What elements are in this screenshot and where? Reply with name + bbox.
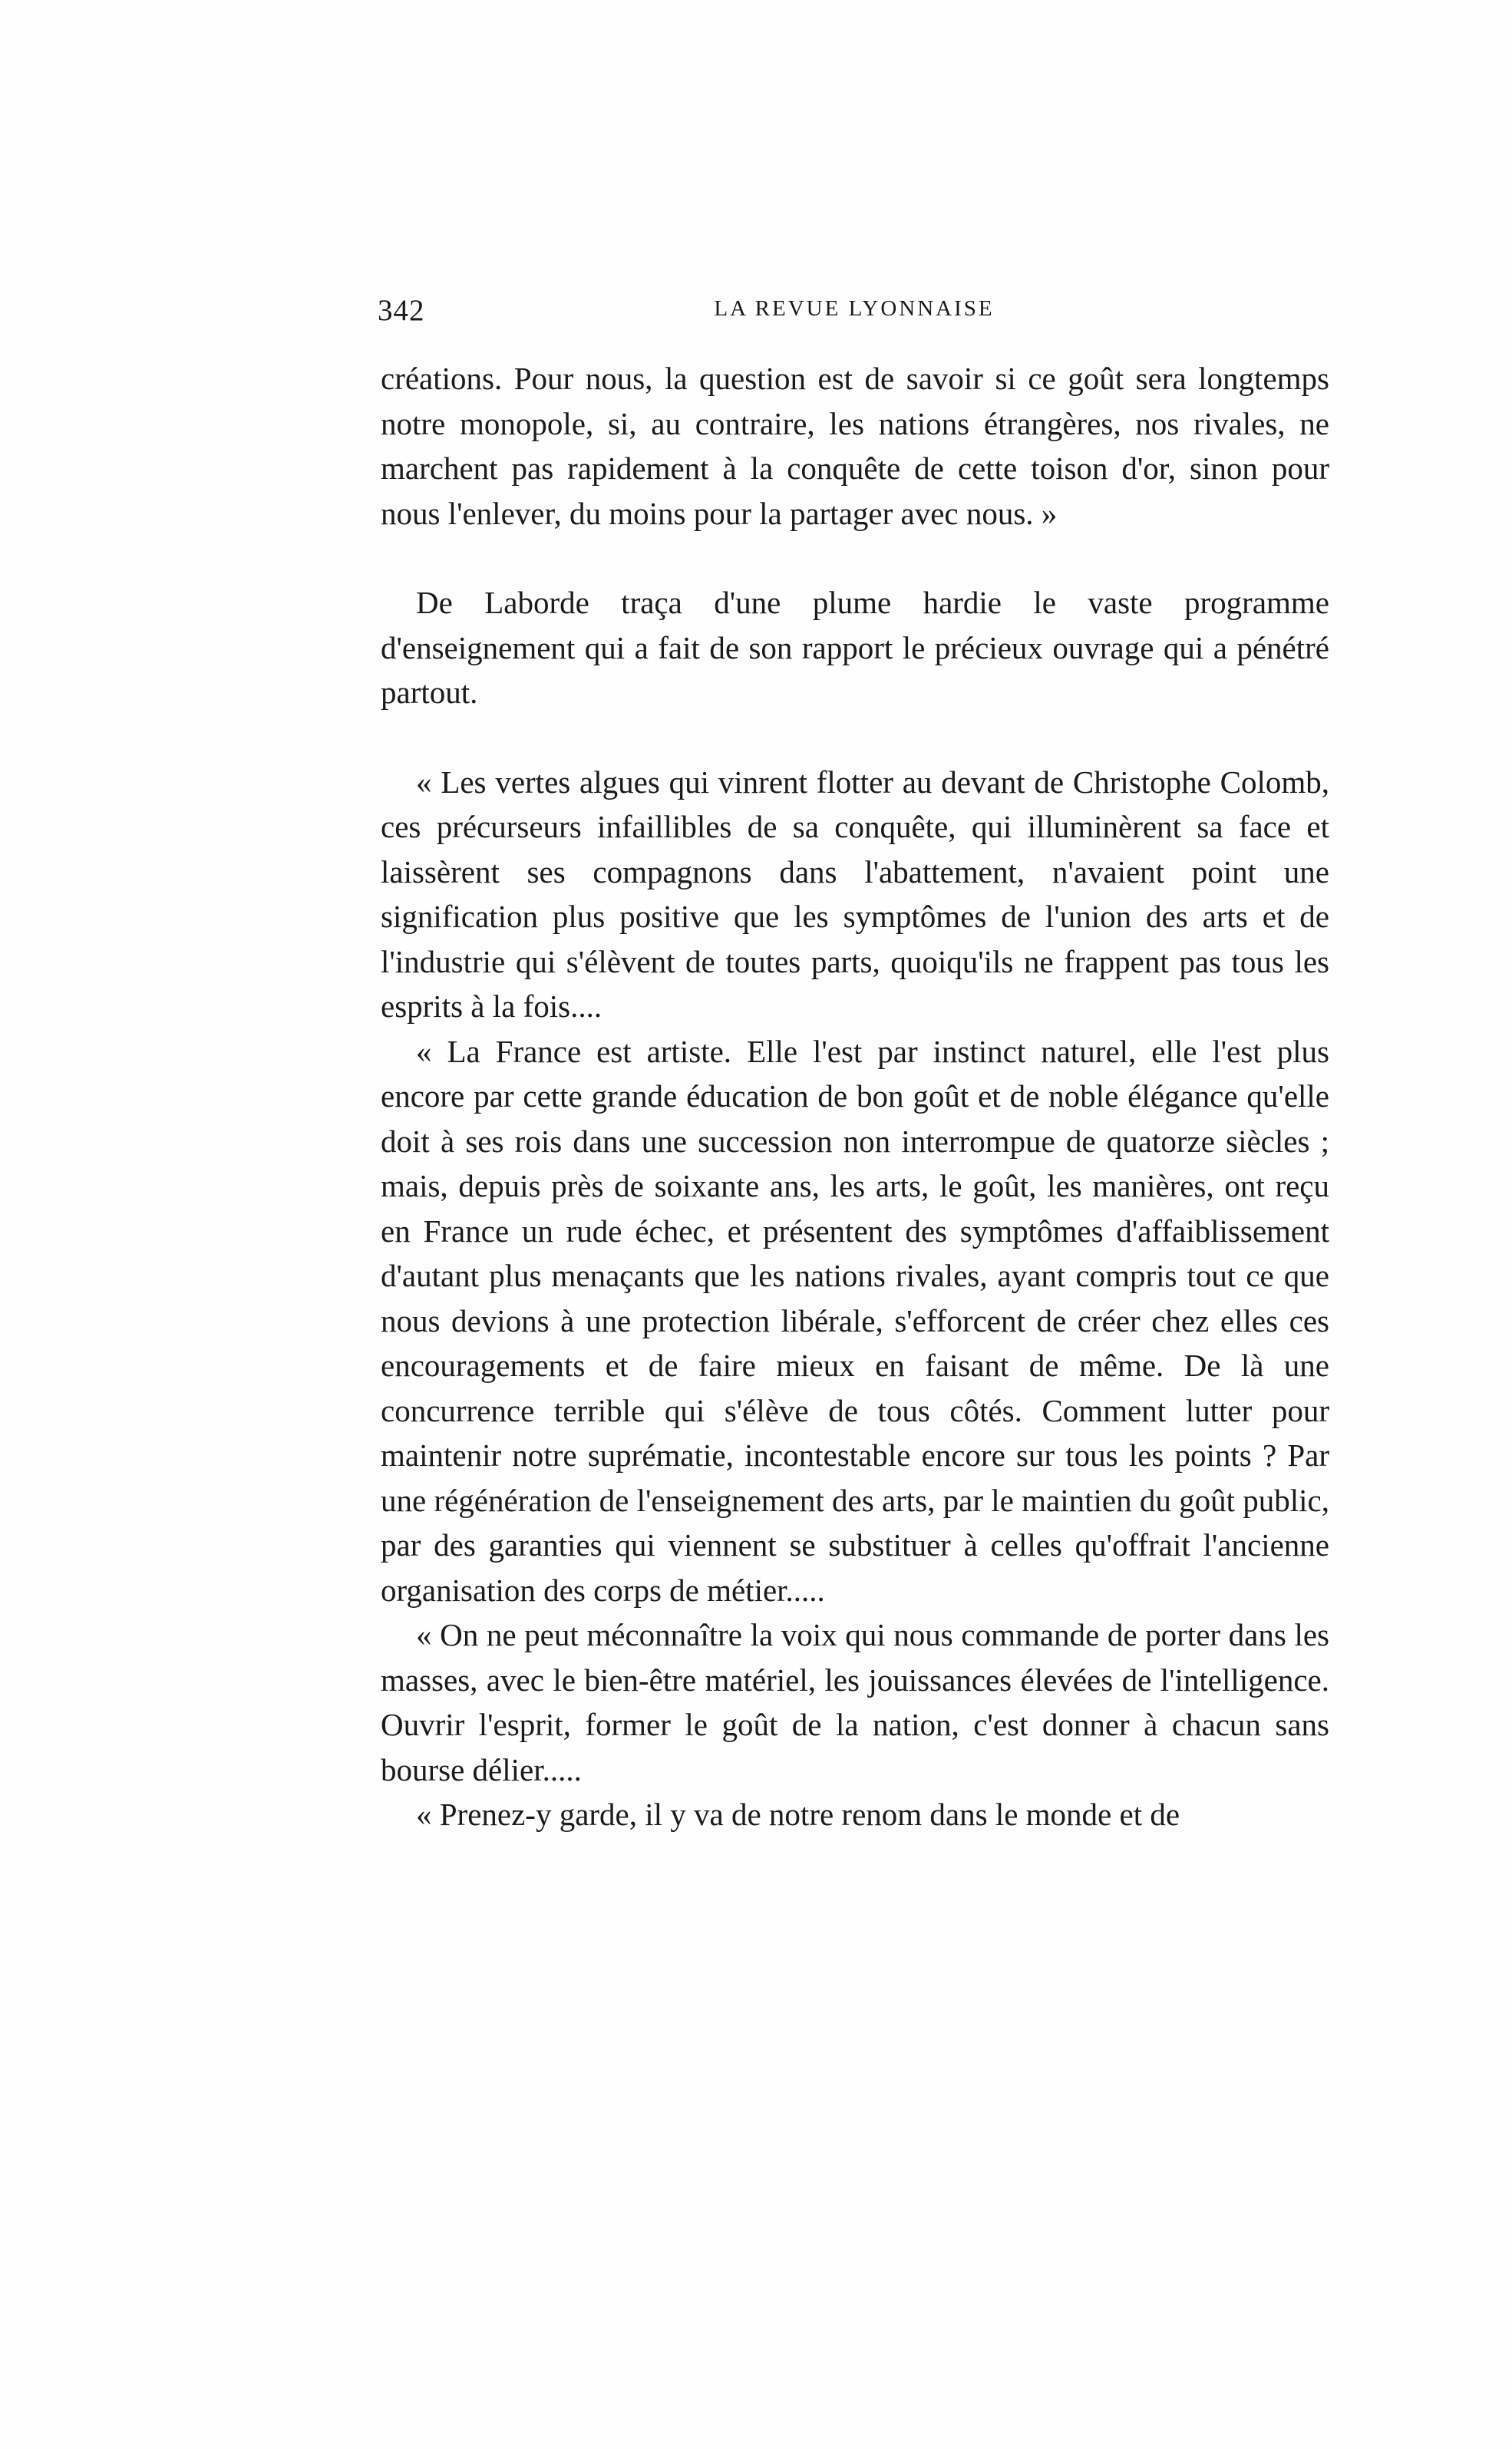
journal-title: LA REVUE LYONNAISE: [714, 296, 995, 321]
paragraph-continuation: créations. Pour nous, la question est de savoir si ce goût sera longtemps notre monopole, si, au contraire, les nations étrangères, nos rivales, ne marchent pas rapidement à la conquête de cette toison d'or, sinon pour nous l'enlever, du moins pour la partager avec nous. »: [381, 361, 1329, 531]
body-text: [381, 356, 1329, 1837]
page-number: 342: [378, 294, 425, 327]
running-head: [378, 293, 1331, 339]
paragraph-laborde: De Laborde traça d'une plume hardie le vaste programme d'enseignement qui a fait de son rapport le précieux ouvrage qui a pénétré partout.: [381, 585, 1329, 710]
quote-paragraph-voix: « On ne peut méconnaître la voix qui nous commande de porter dans les masses, avec le bien-être matériel, les jouissances élevées de l'intelligence. Ouvrir l'esprit, former le goût de la nation, c'est donner à chacun sans bourse délier.....: [381, 1617, 1329, 1787]
quote-paragraph-france-artiste: « La France est artiste. Elle l'est par instinct naturel, elle l'est plus encore par cette grande éducation de bon goût et de noble élégance qu'elle doit à ses rois dans une succession non interrompue de quatorze siècles ; mais, depuis près de soixante ans, les arts, le goût, les manières, ont reçu en France un rude échec, et présentent des symptômes d'affaiblissement d'autant plus menaçants que les nations rivales, ayant compris tout ce que nous devions à une protection libérale, s'efforcent de créer chez elles ces encouragements et de faire mieux en faisant de même. De là une concurrence terrible qui s'élève de tous côtés. Comment lutter pour maintenir notre suprématie, incontestable encore sur tous les points ? Par une régénération de l'enseignement des arts, par le maintien du goût public, par des garanties qui viennent se substituer à celles qu'offrait l'ancienne organisation des corps de métier.....: [381, 1033, 1329, 1608]
quote-paragraph-prenez-garde: « Prenez-y garde, il y va de notre renom dans le monde et de: [416, 1797, 1180, 1832]
quote-paragraph-algues: « Les vertes algues qui vinrent flotter au devant de Christophe Colomb, ces précurseurs infaillibles de sa conquête, qui illuminèrent sa face et laissèrent ses compagnons dans l'abattement, n'avaient point une signification plus positive que les symptômes de l'union des arts et de l'industrie qui s'élèvent de toutes parts, quoiqu'ils ne frappent pas tous les esprits à la fois....: [381, 764, 1329, 1024]
